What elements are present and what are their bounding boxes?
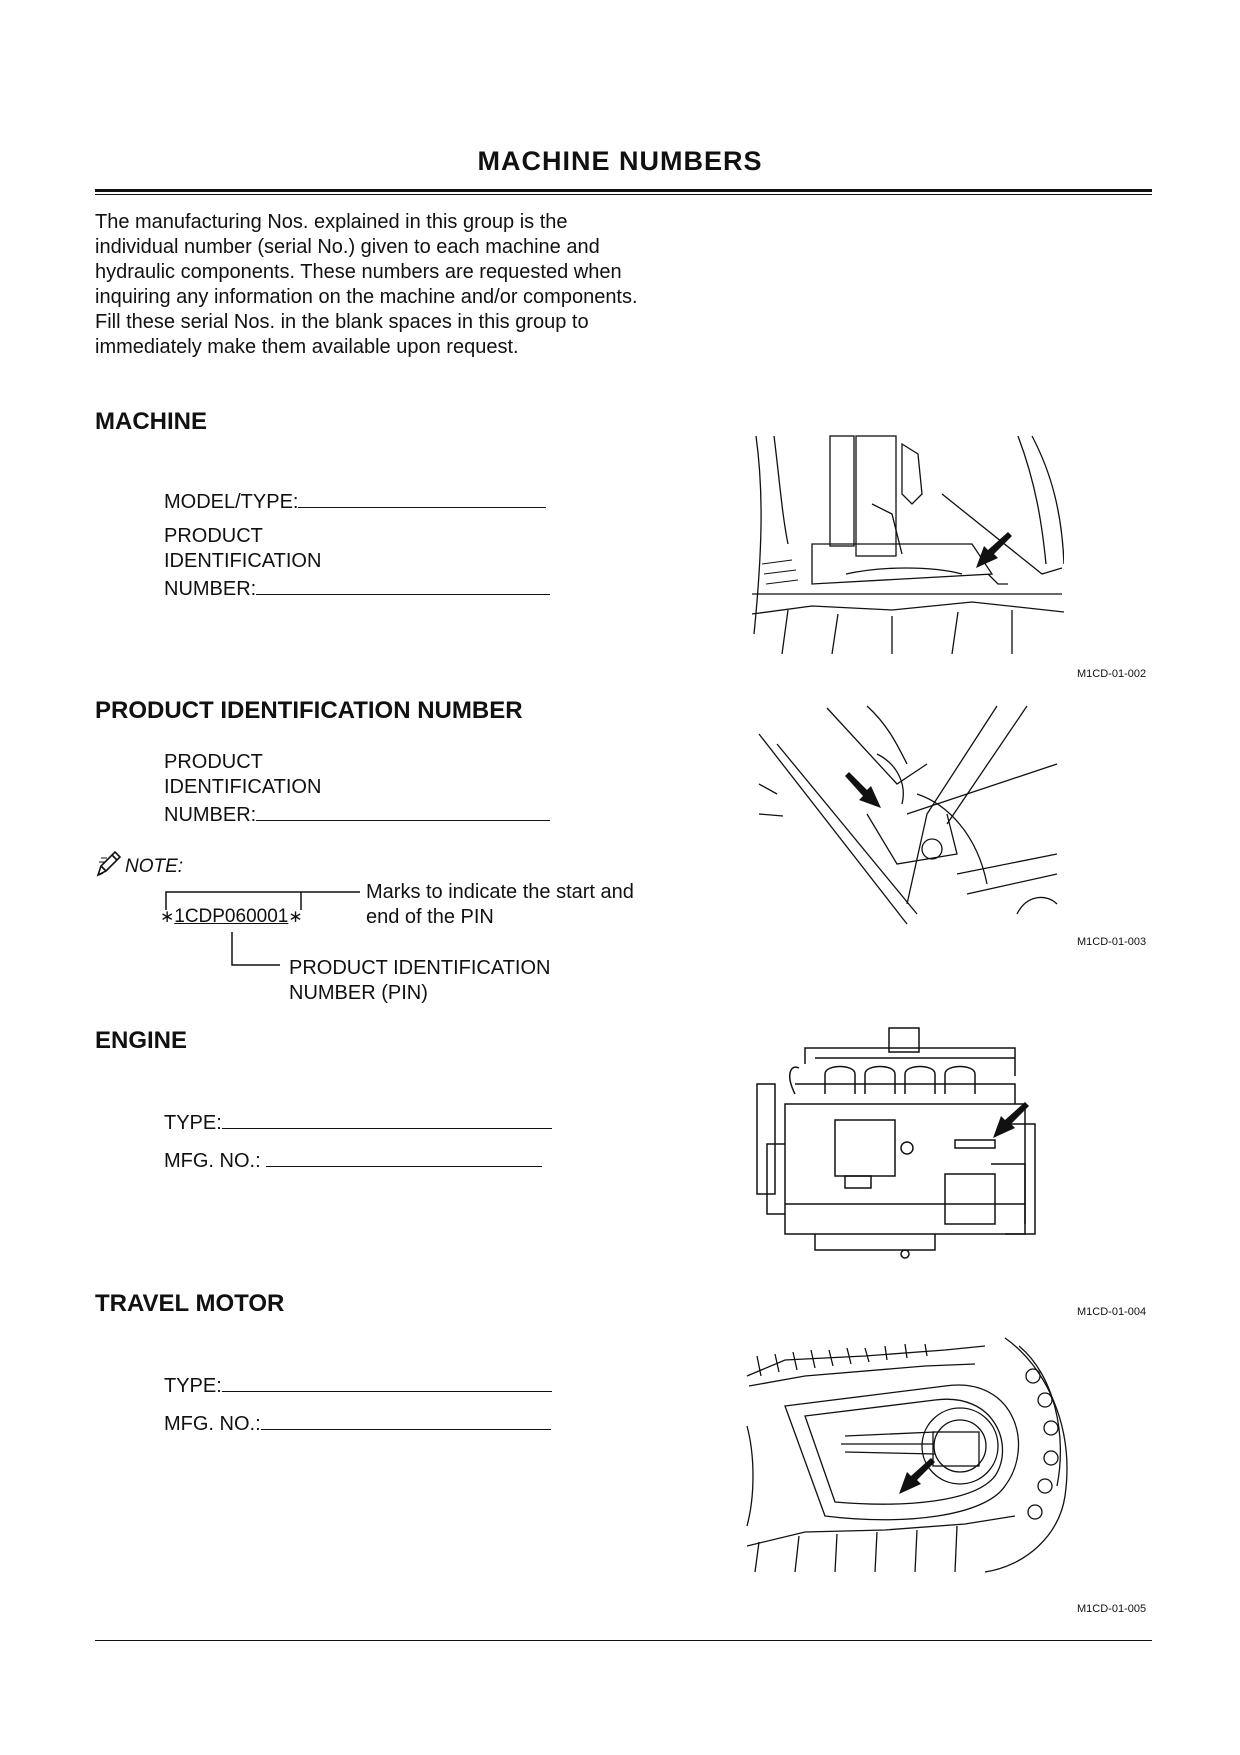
engine-mfg-field	[164, 1146, 542, 1174]
pin-end-mark: ∗	[288, 907, 303, 926]
machine-figure-caption: M1CD-01-002	[1077, 668, 1147, 680]
engine-mfg-label: MFG. NO.:	[164, 1150, 261, 1172]
marks-text-1: Marks to indicate the start and	[366, 881, 634, 903]
pin-explanation	[289, 956, 550, 1006]
machine-pin-location-figure	[752, 434, 1064, 654]
model-type-field	[164, 487, 546, 515]
travel-motor-mfg-label: MFG. NO.:	[164, 1413, 261, 1435]
marks-explanation	[366, 880, 634, 930]
pin-location-figure	[757, 704, 1060, 926]
pin-figure-caption: M1CD-01-003	[1077, 936, 1147, 948]
engine-figure-caption: M1CD-01-004	[1077, 1306, 1147, 1318]
footer-rule	[95, 1640, 1152, 1641]
pin-label-1: PRODUCT	[164, 751, 263, 773]
travel-motor-mfg-field	[164, 1409, 551, 1437]
intro-paragraph: The manufacturing Nos. explained in this group is the individual number (serial No.) given to each machine and hydraulic components. These numbers are requested when inquiring any information on the machine and/or components. Fill these serial Nos. in the blank spaces in this group to immediately make them available upon request.	[95, 211, 638, 358]
arrow-icon	[991, 1100, 1031, 1140]
pin-text-2: NUMBER (PIN)	[289, 982, 428, 1004]
page-title: MACHINE NUMBERS	[477, 146, 763, 176]
engine-type-blank[interactable]	[222, 1108, 552, 1129]
travel-motor-mfg-blank[interactable]	[261, 1409, 551, 1430]
arrow-icon	[843, 770, 883, 810]
pin-text-1: PRODUCT IDENTIFICATION	[289, 957, 551, 979]
travel-motor-type-field	[164, 1371, 552, 1399]
model-type-label: MODEL/TYPE:	[164, 491, 299, 513]
travel-motor-heading: TRAVEL MOTOR	[95, 1290, 285, 1317]
pin-start-mark: ∗	[160, 907, 175, 926]
pin-example-value: 1CDP060001	[174, 906, 289, 927]
pin-blank[interactable]	[256, 800, 550, 821]
machine-heading: MACHINE	[95, 408, 207, 435]
machine-pin-label-2: IDENTIFICATION	[164, 550, 322, 572]
pin-example	[160, 906, 303, 928]
arrow-icon	[974, 530, 1014, 570]
travel-motor-type-label: TYPE:	[164, 1375, 222, 1397]
arrow-icon	[897, 1456, 937, 1496]
pencil-note-icon	[95, 848, 121, 878]
machine-pin-field	[164, 524, 550, 602]
title-rule	[95, 189, 1152, 192]
travel-motor-figure-caption: M1CD-01-005	[1077, 1603, 1147, 1615]
model-type-blank[interactable]	[298, 487, 546, 508]
title-rule-thin	[95, 194, 1152, 195]
machine-pin-label-1: PRODUCT	[164, 525, 263, 547]
pin-heading: PRODUCT IDENTIFICATION NUMBER	[95, 697, 523, 724]
pin-field	[164, 750, 550, 828]
travel-motor-type-blank[interactable]	[222, 1371, 552, 1392]
engine-figure	[755, 1024, 1055, 1260]
travel-motor-figure	[745, 1336, 1075, 1576]
machine-pin-label-3: NUMBER:	[164, 578, 257, 600]
engine-mfg-blank[interactable]	[266, 1146, 542, 1167]
note-label: NOTE:	[125, 856, 184, 877]
engine-type-field	[164, 1108, 552, 1136]
engine-heading: ENGINE	[95, 1027, 188, 1054]
pin-label-3: NUMBER:	[164, 804, 257, 826]
engine-type-label: TYPE:	[164, 1112, 222, 1134]
machine-pin-blank[interactable]	[256, 574, 550, 595]
pin-label-2: IDENTIFICATION	[164, 776, 322, 798]
marks-text-2: end of the PIN	[366, 906, 494, 928]
